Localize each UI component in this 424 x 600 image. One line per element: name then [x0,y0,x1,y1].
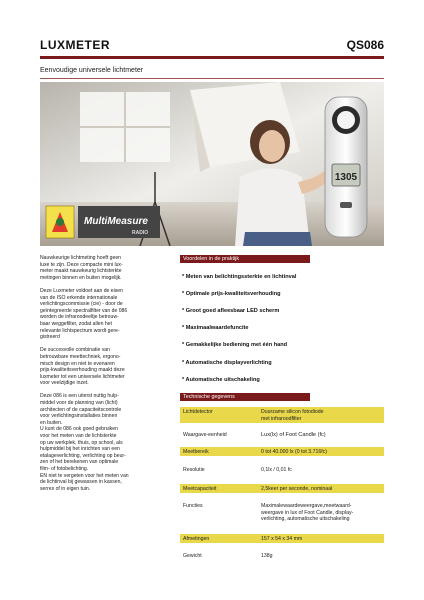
spec-value: 0 tot 40.000 lx (0 tot 3.716fc) [261,448,328,455]
intro-paragraph: De succesvolle combinatie van betrouwbare meettechniek, ergono- misch design en niet te evenaren prijs-kwaliteitsverhouding maakt deze luxmeter tot een universele lichtmeter voor veelzijdige inzet. [40,347,125,387]
advantage-item: * Automatische uitschakeling [182,377,260,383]
intro-paragraph: Nauwkeurige lichtmeting hoeft geen luxe te zijn. Deze compacte mini lux- meter maakt nauwkeurig lichtsterkte metingen binnen en buiten mogelijk. [40,255,123,281]
brand-logo-sub: RADIO [132,230,149,236]
intro-paragraph: Deze 086 is een uiterst nuttig hulp- middel voor de planning van (licht) architecten of de capaciteitscontrole voor verlichtingsinstallaties binnen en buiten. U kunt de 086 ook goed gebruiken voor het meten van de lichtsterkte op uw werkplek, thuis, op school, als hulpmiddel bij het inrichten van een etalageverlichting, verlichting op beur- zen of het berekenen van optimale film- of fotobelichting. EN niet te vergeten voor het meten van de lichtinval bij gewassen in kassen, serres of in eigen tuin. [40,393,129,492]
spec-label: Resolutie [183,467,205,473]
intro-text-column [40,255,174,499]
advantage-item: * Automatische displayverlichting [182,360,272,366]
advantage-item: * Maximaalwaardefuncite [182,325,249,331]
product-photo [40,82,384,246]
device-display-text: 1305 [334,172,358,183]
spec-row-afmetingen [180,534,384,543]
spec-value: Maximalewaardeweergave,meetwaard- weergave in lux of Foot Candle, display- verlichting, automatische uitschakeling [261,503,354,522]
spec-value: 0,1lx / 0,01 fc [261,467,292,473]
brand-logo-text: MultiMeasure [84,216,148,227]
product-subtitle: Eenvoudige universele lichtmeter [40,67,144,74]
spec-value: 2,5keer per seconde, nominaal [261,485,333,492]
advantages-heading: Voordelen in de praktijk [180,255,310,263]
spec-row-waargave-eenheid [180,432,384,440]
specs-heading: Technische gegevens [180,393,310,401]
subtitle-rule [40,78,384,79]
spec-label: Meetcapaciteit [183,485,217,492]
spec-row-lichtdetector [180,407,384,423]
spec-value: Duurzame silicon fotodiode met infraroodfilter [261,409,324,422]
spec-label: Functies [183,503,203,509]
header-rule [40,56,384,59]
spec-value: 138g [261,553,273,559]
spec-label: Lichtdetector [183,409,213,415]
spec-value: 157 x 54 x 34 mm [261,535,303,542]
spec-row-resolutie [180,467,384,475]
advantage-item: * Groot goed afleesbaar LED scherm [182,308,280,314]
advantage-item: * Meten van belichtingssterkte en lichtinval [182,274,297,280]
product-code: QS086 [346,38,384,52]
spec-label: Gewicht [183,553,202,559]
intro-paragraph: Deze Luxmeter voldoet aan de eisen van de ISO erkende internationale verlichtingscommissie (cie) - door de geïntegreerde spectralfilter van de 086 worden de infraroodeeltje betrouw- baar weggefilter, zodat allen het relevante lichtspectrum wordt gere- gistreerd [40,287,128,341]
spec-row-meetcapaciteit [180,484,384,493]
advantage-item: * Gemakkelijke bediening met één hand [182,342,288,348]
spec-label: Afmetingen [183,535,210,542]
spec-row-meetbereik [180,447,384,456]
spec-row-functies [180,503,384,525]
spec-label: Meetbereik [183,448,209,455]
product-title: LUXMETER [40,38,110,52]
advantage-item: * Optimale prijs-kwaliteitsverhouding [182,291,281,297]
spec-value: Lux(lx) of Foot Candle (fc) [261,432,326,438]
spec-label: Waargave-eenheid [183,432,227,438]
spec-row-gewicht [180,553,384,561]
